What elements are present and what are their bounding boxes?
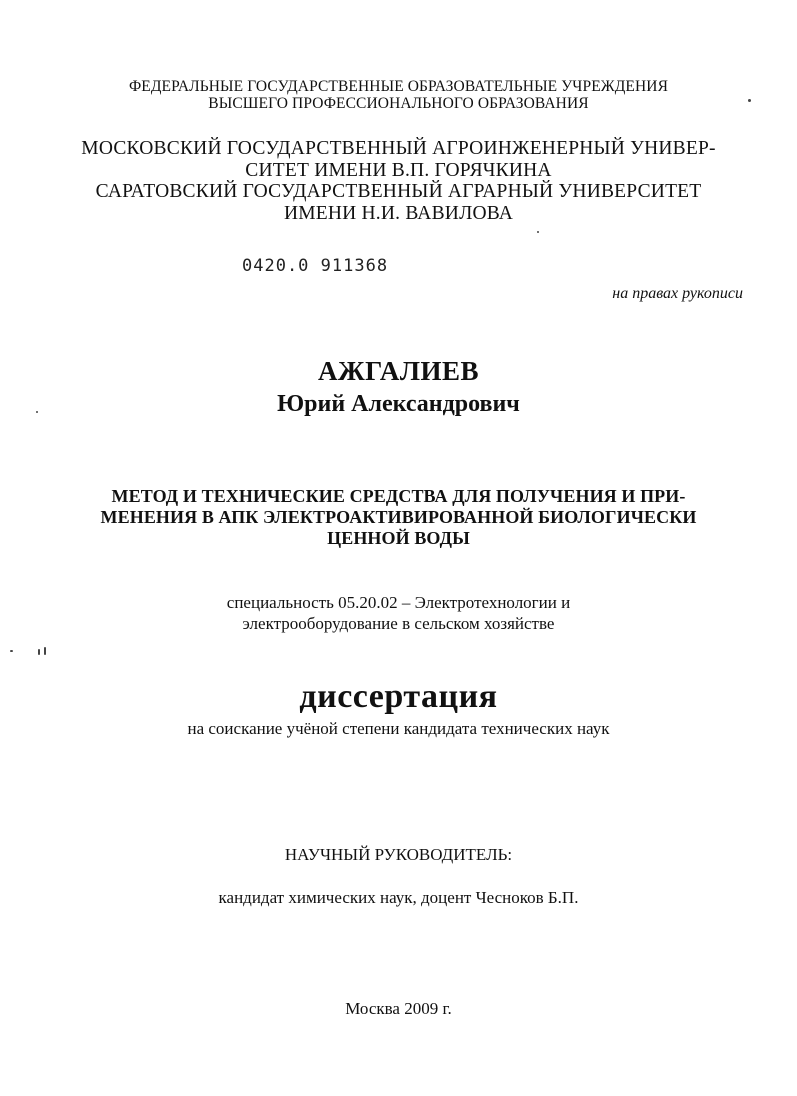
- degree-line: на соискание учёной степени кандидата технических наук: [187, 719, 610, 738]
- thesis-title-line-1: МЕТОД И ТЕХНИЧЕСКИЕ СРЕДСТВА ДЛЯ ПОЛУЧЕНИЯ И ПРИ-: [111, 486, 686, 506]
- scan-speck: [10, 650, 13, 652]
- scan-speck: [36, 411, 38, 413]
- scan-speck: [38, 649, 40, 655]
- document-type: диссертация: [299, 678, 498, 715]
- place-year: Москва 2009 г.: [345, 999, 452, 1018]
- institution-line-4: ИМЕНИ Н.И. ВАВИЛОВА: [283, 203, 514, 224]
- registration-code: 0420.0 911368: [242, 256, 389, 276]
- advisor-heading: НАУЧНЫЙ РУКОВОДИТЕЛЬ:: [284, 845, 513, 864]
- institution-line-1: МОСКОВСКИЙ ГОСУДАРСТВЕННЫЙ АГРОИНЖЕНЕРНЫЙ УНИВЕР-: [81, 138, 716, 159]
- thesis-title-line-2: МЕНЕНИЯ В АПК ЭЛЕКТРОАКТИВИРОВАННОЙ БИОЛОГИЧЕСКИ: [100, 507, 697, 527]
- author-surname: АЖГАЛИЕВ: [317, 356, 480, 386]
- header-line-1: ФЕДЕРАЛЬНЫЕ ГОСУДАРСТВЕННЫЕ ОБРАЗОВАТЕЛЬНЫЕ УЧРЕЖДЕНИЯ: [128, 78, 669, 95]
- specialty-line-1: специальность 05.20.02 – Электротехнологии и: [226, 593, 571, 612]
- author-given-names: Юрий Александрович: [277, 391, 520, 417]
- header-line-2: ВЫСШЕГО ПРОФЕССИОНАЛЬНОГО ОБРАЗОВАНИЯ: [208, 95, 589, 112]
- institution-line-2: СИТЕТ ИМЕНИ В.П. ГОРЯЧКИНА: [245, 160, 552, 181]
- scan-speck: [748, 99, 751, 102]
- institution-line-3: САРАТОВСКИЙ ГОСУДАРСТВЕННЫЙ АГРАРНЫЙ УНИВЕРСИТЕТ: [95, 181, 702, 202]
- specialty-line-2: электрооборудование в сельском хозяйстве: [242, 614, 555, 633]
- scan-speck: [44, 647, 46, 655]
- scan-speck: [537, 231, 539, 233]
- thesis-title-line-3: ЦЕННОЙ ВОДЫ: [327, 528, 470, 548]
- advisor-name: кандидат химических наук, доцент Чесноков Б.П.: [218, 888, 579, 907]
- rights-note: на правах рукописи: [612, 285, 743, 302]
